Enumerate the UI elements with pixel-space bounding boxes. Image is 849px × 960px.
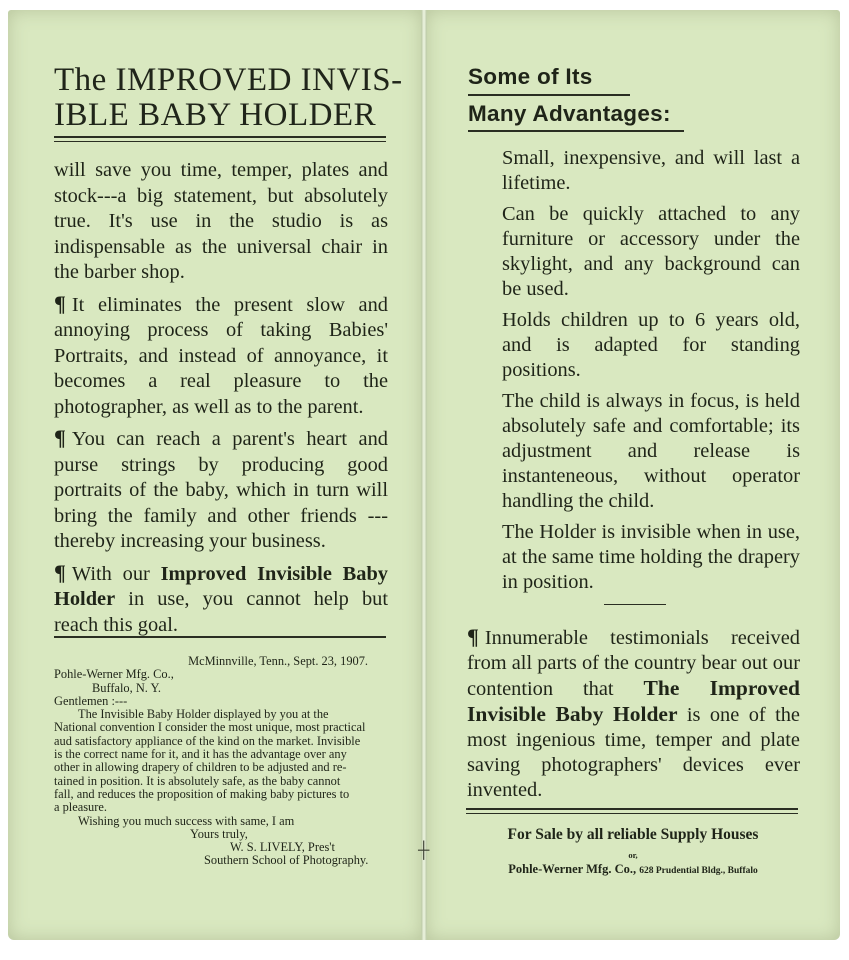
registration-mark-icon: ┼ [418,842,430,859]
paragraph-mark: ¶ [54,290,66,316]
paragraph-4-after: in use, you cannot help but reach this goal. [54,588,388,636]
sale-rule-top [466,808,798,810]
letter-line: aud satisfactory appliance of the kind on the market. Invisible [54,733,361,748]
letter-closing: Yours truly, [190,826,248,841]
paragraph-3-text: You can reach a parent's heart and purse strings by producing good portraits of the baby, which in turn will bring the family and other friends ---thereby increasing your business. [54,428,388,552]
letter-addressee: Pohle-Werner Mfg. Co., [54,667,174,682]
title-rule-bottom [54,141,386,142]
title-line-2: IBLE BABY HOLDER [54,97,377,133]
advantage-item: The Holder is invisible when in use, at the same time holding the drapery in position. [502,521,800,593]
advantage-item: Can be quickly attached to any furniture or accessory under the skylight, and any background can be used. [502,203,800,300]
letter-line: National convention I consider the most unique, most practical [54,720,366,735]
testimonial-bold: The Improved Invisible Baby Holder [467,676,800,726]
title-rule-top [54,136,386,138]
heading-underline-2 [468,130,684,132]
letter-line: is the correct name for it, and it has the advantage over any [54,747,347,762]
testimonial-paragraph [467,624,800,803]
center-fold [421,10,427,940]
advantages-list [502,146,800,601]
paragraph-mark: ¶ [54,559,66,585]
paragraph-3 [54,425,388,555]
or-text: or, [628,850,638,860]
letter-signature: W. S. LIVELY, Pres't [230,840,335,855]
letter-line: a pleasure. [54,800,107,815]
letter-line: The Invisible Baby Holder displayed by you at the [78,707,329,722]
paragraph-mark: ¶ [467,624,479,649]
letter-line: tained in position. It is absolutely safe, as the baby cannot [54,773,341,788]
letter-line: fall, and reduces the proposition of making baby pictures to [54,786,350,801]
sale-rule-bottom [466,813,798,814]
paragraph-mark: ¶ [54,425,66,450]
letter-line: other in allowing drapery of children to be adjusted and re- [54,760,347,775]
title-line-1: The IMPROVED INVIS- [54,62,403,98]
left-body [54,158,388,643]
testimonial-after: is one of the most ingenious time, temper and plate saving photographers' devices ever invented. [467,704,800,801]
product-name-bold: Improved Invisible Baby Holder [54,562,388,610]
paragraph-1: will save you time, temper, plates and stock---a big statement, but absolutely true. It's use in the studio is as indispensable as the universal chair in the barber shop. [54,159,388,283]
heading-underline-1 [468,94,630,96]
letter-salutation: Gentlemen :--- [54,693,128,708]
advantages-heading-1: Some of Its [468,64,593,89]
short-divider [604,604,666,605]
paragraph-2 [54,291,388,421]
street-address: 628 Prudential Bldg., Buffalo [639,866,758,876]
letter-dateline: McMinnville, Tenn., Sept. 23, 1907. [188,654,368,668]
letter-city: Buffalo, N. Y. [92,680,161,695]
company-name: Pohle-Werner Mfg. Co., [508,862,637,876]
sale-line: For Sale by all reliable Supply Houses [507,826,759,843]
letter-wishing: Wishing you much success with same, I am [78,813,295,828]
letter-rule [54,636,386,638]
testimonial-before: Innumerable testimonials received from all parts of the country bear out our contention that [467,627,800,700]
advantage-item: Small, inexpensive, and will last a lifetime. [502,147,800,194]
advantage-item: The child is always in focus, is held absolutely safe and comfortable; its adjustment and release is instanteneous, without operator handling the child. [502,390,800,512]
paragraph-4 [54,560,388,639]
paragraph-4-before: With our [71,562,150,585]
advantage-item: Holds children up to 6 years old, and is adapted for standing positions. [502,309,800,381]
testimonial-letter [54,655,386,868]
advantages-heading-2: Many Advantages: [468,101,671,126]
paragraph-2-text: It eliminates the present slow and annoying process of taking Babies' Portraits, and instead of annoyance, it becomes a real pleasure to the photographer, as well as to the parent. [54,293,388,418]
letter-school: Southern School of Photography. [204,853,369,868]
company-address [466,862,800,877]
